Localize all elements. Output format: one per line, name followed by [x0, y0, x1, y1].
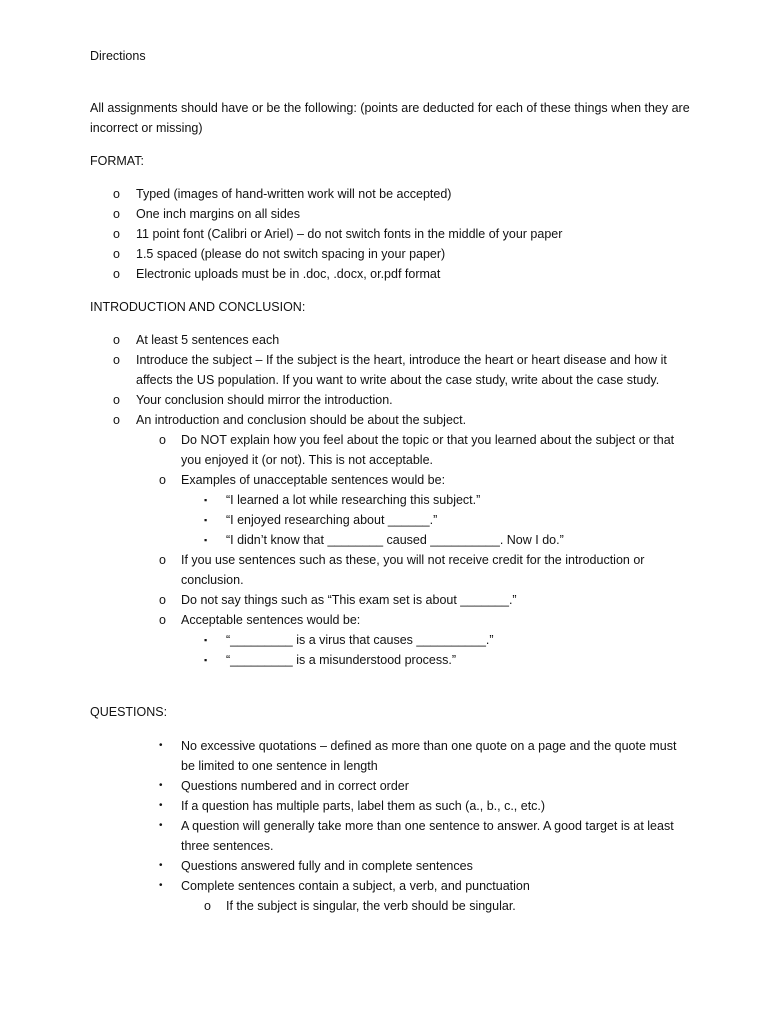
- circle-bullet-icon: o: [113, 227, 120, 241]
- disc-bullet-icon: •: [159, 780, 163, 791]
- format-list: [90, 184, 690, 284]
- list-item: o If the subject is singular, the verb should be singular.: [226, 896, 681, 916]
- circle-bullet-icon: o: [113, 413, 120, 427]
- intro-conclusion-heading: INTRODUCTION AND CONCLUSION:: [90, 300, 306, 314]
- disc-bullet-icon: •: [159, 880, 163, 891]
- list-item: • If a question has multiple parts, label them as such (a., b., c., etc.): [181, 796, 681, 816]
- circle-bullet-icon: o: [113, 207, 120, 221]
- acceptable-examples-list: [204, 630, 690, 670]
- square-bullet-icon: ▪: [204, 655, 208, 665]
- disc-bullet-icon: •: [159, 860, 163, 871]
- list-item: o Do not say things such as “This exam set is about _______.”: [181, 590, 690, 610]
- questions-heading: QUESTIONS:: [90, 705, 168, 719]
- circle-bullet-icon: o: [113, 393, 120, 407]
- unacceptable-examples-list: [204, 490, 690, 550]
- list-item: o If you use sentences such as these, you will not receive credit for the introduction or conclusion.: [181, 550, 690, 590]
- list-item: o 11 point font (Calibri or Ariel) – do not switch fonts in the middle of your paper: [90, 224, 690, 244]
- list-item: • A question will generally take more than one sentence to answer. A good target is at least three sentences.: [181, 816, 681, 856]
- circle-bullet-icon: o: [159, 473, 166, 487]
- circle-bullet-icon: o: [159, 593, 166, 607]
- list-item: • Complete sentences contain a subject, a verb, and punctuation o If the subject is singular, the verb should be singular.: [181, 876, 681, 916]
- square-bullet-icon: ▪: [204, 495, 208, 505]
- circle-bullet-icon: o: [113, 247, 120, 261]
- circle-bullet-icon: o: [159, 553, 166, 567]
- list-item: o One inch margins on all sides: [90, 204, 690, 224]
- list-item: o Electronic uploads must be in .doc, .docx, or.pdf format: [90, 264, 690, 284]
- document-title: Directions: [90, 49, 146, 63]
- list-item: o 1.5 spaced (please do not switch spacing in your paper): [90, 244, 690, 264]
- list-item: o Acceptable sentences would be: ▪ “_________ is a virus that causes __________.” ▪ “_________ is a misunderstood process.”: [181, 610, 690, 670]
- list-item: ▪ “_________ is a misunderstood process.”: [226, 650, 690, 670]
- subject-sub-list: [159, 430, 690, 670]
- list-item: • No excessive quotations – defined as more than one quote on a page and the quote must be limited to one sentence in length: [181, 736, 681, 776]
- format-heading: FORMAT:: [90, 154, 144, 168]
- circle-bullet-icon: o: [113, 333, 120, 347]
- circle-bullet-icon: o: [113, 187, 120, 201]
- list-item: ▪ “I enjoyed researching about ______.”: [226, 510, 690, 530]
- list-item: o Typed (images of hand-written work will not be accepted): [90, 184, 690, 204]
- square-bullet-icon: ▪: [204, 635, 208, 645]
- square-bullet-icon: ▪: [204, 515, 208, 525]
- list-item: o Introduce the subject – If the subject is the heart, introduce the heart or heart disease and how it affects the US population. If you want to write about the case study, write about the case study.: [90, 350, 690, 390]
- list-item: ▪ “I learned a lot while researching this subject.”: [226, 490, 690, 510]
- intro-conclusion-list: [90, 330, 690, 670]
- list-item: o At least 5 sentences each: [90, 330, 690, 350]
- circle-bullet-icon: o: [113, 353, 120, 367]
- questions-list: [159, 736, 681, 916]
- disc-bullet-icon: •: [159, 800, 163, 811]
- list-item: ▪ “_________ is a virus that causes __________.”: [226, 630, 690, 650]
- circle-bullet-icon: o: [204, 899, 211, 913]
- list-item: o Examples of unacceptable sentences would be: ▪ “I learned a lot while researching this subject.” ▪ “I enjoyed researching about ______.” ▪ “I didn’t know that ________ caused __________. Now I do.”: [181, 470, 690, 550]
- circle-bullet-icon: o: [159, 613, 166, 627]
- list-item: o Do NOT explain how you feel about the topic or that you learned about the subject or that you enjoyed it (or not). This is not acceptable.: [181, 430, 690, 470]
- list-item: o An introduction and conclusion should be about the subject. o Do NOT explain how you feel about the topic or that you learned about the subject or that you enjoyed it (or not). This is not acceptable. o Examples of unacceptable sentences would be: ▪ “I learned a lot while researching this subject.” ▪ “I enjoyed researching about ______.” ▪ “I didn’t know that ________ caused __________. Now I do.” o If you use sentences such as these, you will not receive credit for the introduction or conclusion. o Do not say things such as “This exam set is about _______.” o Acceptable sentences would be: ▪ “_________ is a virus that causes __________.” ▪ “_________ is a misunderstood process.”: [90, 410, 690, 670]
- circle-bullet-icon: o: [113, 267, 120, 281]
- questions-sub-list: [204, 896, 681, 916]
- list-item: o Your conclusion should mirror the introduction.: [90, 390, 690, 410]
- square-bullet-icon: ▪: [204, 535, 208, 545]
- disc-bullet-icon: •: [159, 740, 163, 751]
- intro-paragraph: All assignments should have or be the following: (points are deducted for each of these things when they are incorrect or missing): [90, 101, 690, 135]
- list-item: ▪ “I didn’t know that ________ caused __________. Now I do.”: [226, 530, 690, 550]
- circle-bullet-icon: o: [159, 433, 166, 447]
- disc-bullet-icon: •: [159, 820, 163, 831]
- list-item: • Questions numbered and in correct order: [181, 776, 681, 796]
- list-item: • Questions answered fully and in complete sentences: [181, 856, 681, 876]
